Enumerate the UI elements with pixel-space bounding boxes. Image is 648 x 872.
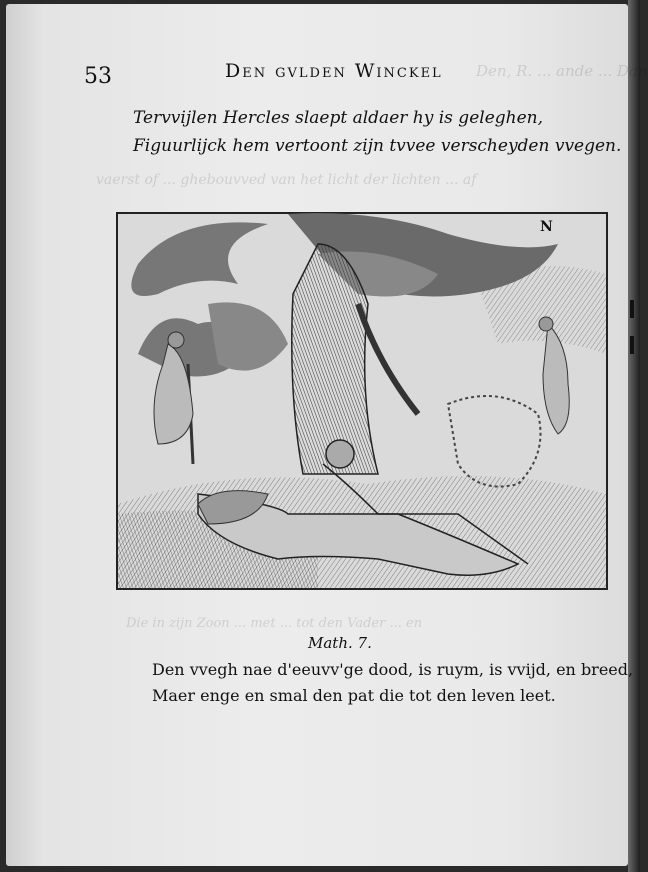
- show-through: vaerst of ... ghebouvved van het licht der lichten ... af: [96, 172, 477, 188]
- engraving-illustration: [116, 212, 608, 590]
- show-through: Die in zijn Zoon ... met ... tot den Vader ... en: [126, 616, 423, 631]
- verse-line-4: Maer enge en smal den pat die tot den leven leet.: [152, 686, 556, 705]
- verse-line-1: Tervvijlen Hercles slaept aldaer hy is geleghen,: [133, 108, 543, 128]
- edge-tab: [630, 336, 634, 354]
- running-head: Den gvlden Winckel: [225, 60, 443, 82]
- verse-line-3: Den vvegh nae d'eeuvv'ge dood, is ruym, is vvijd, en breed,: [152, 660, 634, 679]
- show-through: Den, R. ... ande ... Dan: [476, 62, 648, 80]
- verse-line-2: Figuurlijck hem vertoont zijn tvvee verscheyden vvegen.: [133, 136, 622, 156]
- edge-tab: [630, 300, 634, 318]
- engraving-hercules-at-crossroads-icon: [118, 214, 606, 588]
- book-edge: [628, 0, 640, 872]
- plate-letter: N: [540, 219, 553, 235]
- scripture-reference: Math. 7.: [308, 634, 372, 652]
- page-number: 53: [84, 64, 112, 89]
